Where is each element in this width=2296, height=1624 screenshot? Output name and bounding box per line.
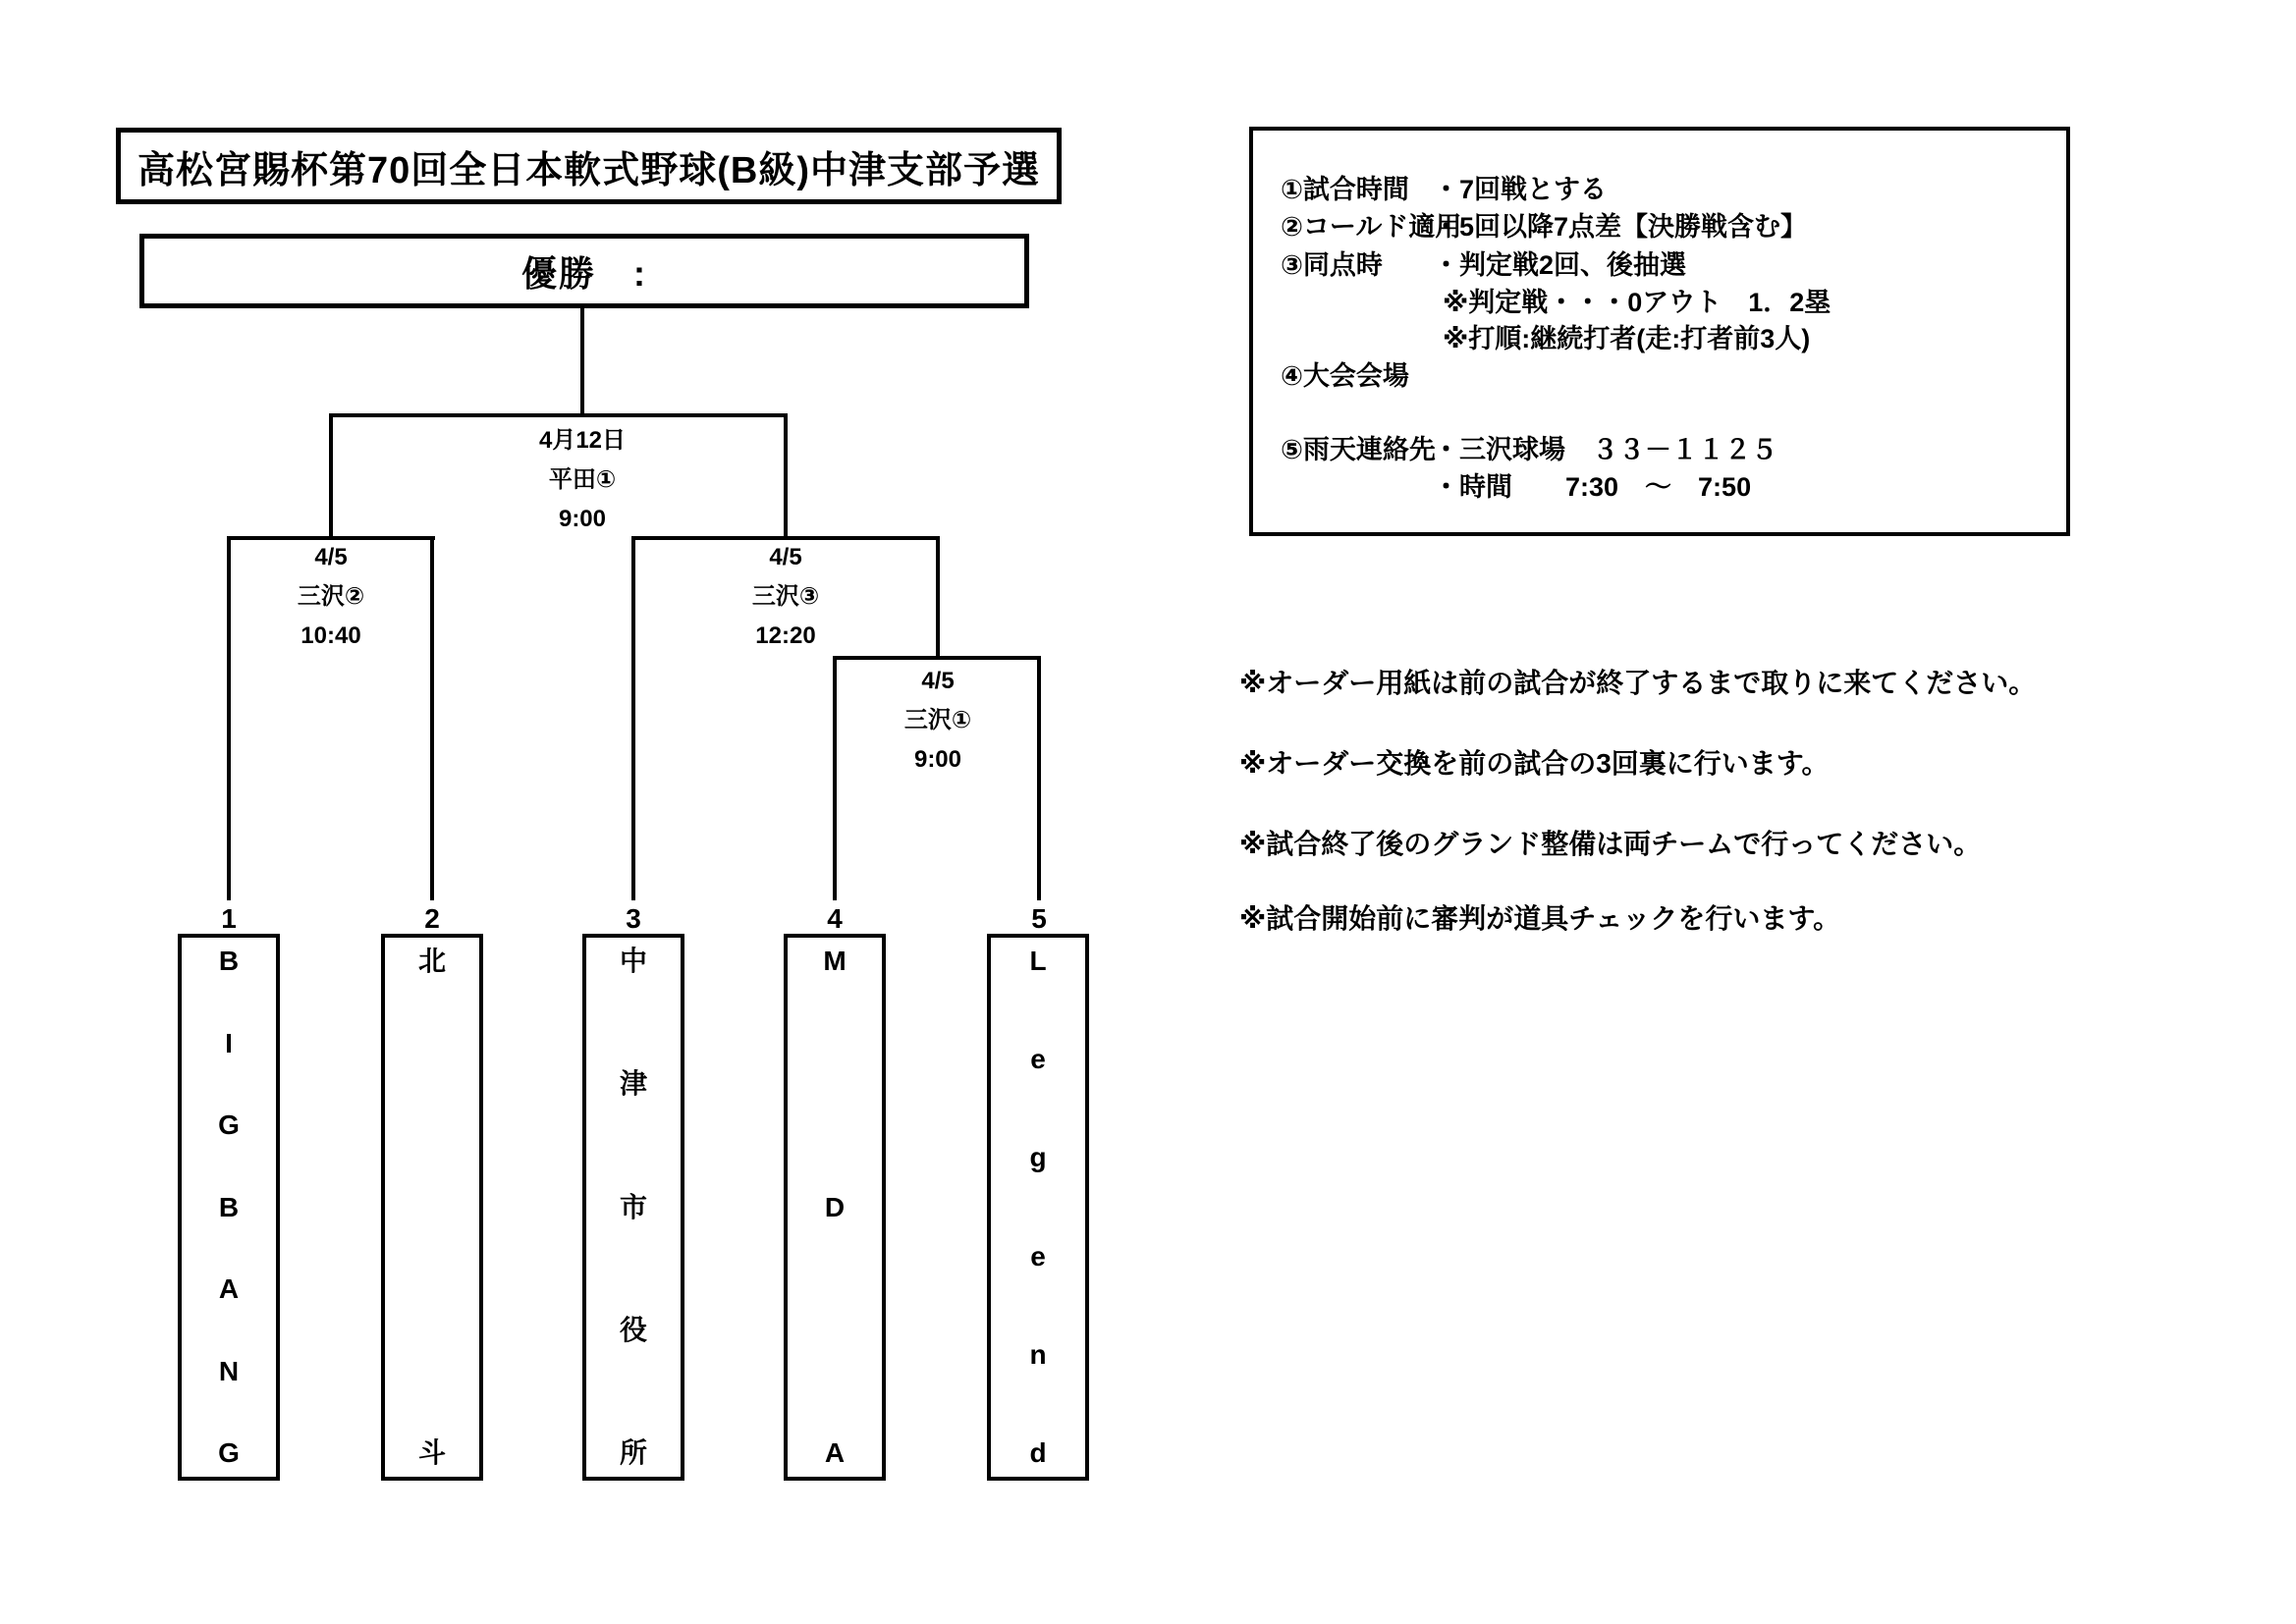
semifinal-left-venue: 三沢②	[297, 583, 365, 610]
semifinal-left-date: 4/5	[314, 544, 348, 570]
note-equipment-check: ※試合開始前に審判が道具チェックを行います。	[1239, 903, 1841, 934]
team-letter: B	[218, 946, 240, 976]
team-letter: 市	[619, 1191, 647, 1222]
firstround-match-date: 4/5	[921, 668, 955, 694]
team-letter: e	[1030, 1044, 1046, 1075]
team-letter: L	[1029, 946, 1047, 976]
rule-3-note-batting-order: ※打順:継続打者(走:打者前3人)	[1443, 324, 1811, 353]
seed-number-5: 5	[1031, 903, 1047, 934]
note-order-exchange: ※オーダー交換を前の試合の3回裏に行います。	[1239, 748, 1830, 779]
team-letter: 中	[619, 946, 647, 976]
rule-1-label: ①試合時間	[1281, 175, 1409, 204]
semifinal-right-date: 4/5	[769, 544, 802, 570]
team-box-nakatsu-city-office	[582, 934, 684, 1481]
team-letter: I	[225, 1027, 233, 1058]
semifinal-right-label	[678, 538, 894, 656]
firstround-match-venue: 三沢①	[903, 707, 972, 733]
final-match-label	[474, 421, 690, 539]
team-letter: A	[218, 1273, 240, 1304]
rule-2-label: ②コールド適用	[1281, 212, 1462, 242]
team-letter: n	[1029, 1338, 1047, 1370]
team-letter: M	[823, 946, 847, 976]
firstround-match-label	[830, 662, 1046, 780]
final-match-venue: 平田①	[548, 466, 617, 493]
final-match-time: 9:00	[558, 506, 607, 532]
semifinal-left-label	[223, 538, 439, 656]
page-title-text: 高松宮賜杯第70回全日本軟式野球(B級)中津支部予選	[137, 149, 1041, 191]
note-ground-maintenance: ※試合終了後のグランド整備は両チームで行ってください。	[1239, 829, 1982, 859]
team-letter: d	[1029, 1436, 1047, 1468]
rule-1-value: ・7回戦とする	[1433, 175, 1608, 204]
seed-number-2: 2	[424, 903, 440, 934]
team-box-mda	[784, 934, 886, 1481]
bracket-line-final-left	[329, 413, 333, 540]
seed-number-1: 1	[221, 903, 237, 934]
page-title	[116, 128, 1062, 204]
rules-box	[1249, 127, 2070, 536]
bracket-line-final-horizontal	[329, 413, 788, 417]
bracket-line-team3-vertical	[631, 536, 635, 900]
seed-number-3: 3	[626, 903, 641, 934]
team-letter: 津	[619, 1068, 647, 1100]
rule-3-value: ・判定戦2回、後抽選	[1433, 250, 1687, 280]
bracket-line-firstround-connector	[936, 536, 940, 660]
rule-5-time-value: ・時間 7:30 ～ 7:50	[1433, 472, 1752, 502]
team-box-legend	[987, 934, 1089, 1481]
team-letter: e	[1030, 1240, 1046, 1272]
team-letter: 所	[619, 1437, 647, 1468]
team-letter: 斗	[417, 1437, 446, 1468]
rule-2-value: ・5回以降7点差【決勝戦含む】	[1433, 212, 1808, 242]
team-box-bigbang	[178, 934, 280, 1481]
final-match-date: 4月12日	[538, 427, 627, 454]
rule-3-note-judgement: ※判定戦・・・0アウト 1．2塁	[1443, 288, 1831, 317]
bracket-line-winner-connector	[580, 306, 584, 416]
team-letter: A	[824, 1437, 846, 1468]
rule-3-label: ③同点時	[1281, 250, 1383, 280]
note-order-sheet: ※オーダー用紙は前の試合が終了するまで取りに来てください。	[1239, 668, 2037, 698]
firstround-match-time: 9:00	[913, 746, 962, 773]
semifinal-right-venue: 三沢③	[751, 583, 820, 610]
semifinal-right-time: 12:20	[755, 623, 816, 649]
bracket-line-final-right	[784, 413, 788, 540]
team-letter: D	[824, 1191, 846, 1222]
rule-5-label: ⑤雨天連絡先	[1281, 435, 1436, 464]
team-letter: G	[218, 1437, 240, 1468]
team-letter: 北	[417, 946, 446, 976]
bracket-line-firstround-horizontal	[833, 656, 1041, 660]
team-letter: G	[218, 1110, 240, 1140]
team-letter: N	[218, 1355, 240, 1386]
team-letter: B	[218, 1191, 240, 1222]
team-box-hokuto	[381, 934, 483, 1481]
team-letter: 役	[619, 1314, 647, 1345]
team-letter: g	[1029, 1142, 1047, 1173]
rule-5-value: ・三沢球場 ３３－１１２５	[1433, 435, 1777, 464]
semifinal-left-time: 10:40	[301, 623, 361, 649]
champion-box	[139, 234, 1029, 308]
seed-number-4: 4	[827, 903, 843, 934]
rule-4-label: ④大会会場	[1281, 361, 1409, 391]
champion-label: 優勝 :	[521, 252, 647, 294]
